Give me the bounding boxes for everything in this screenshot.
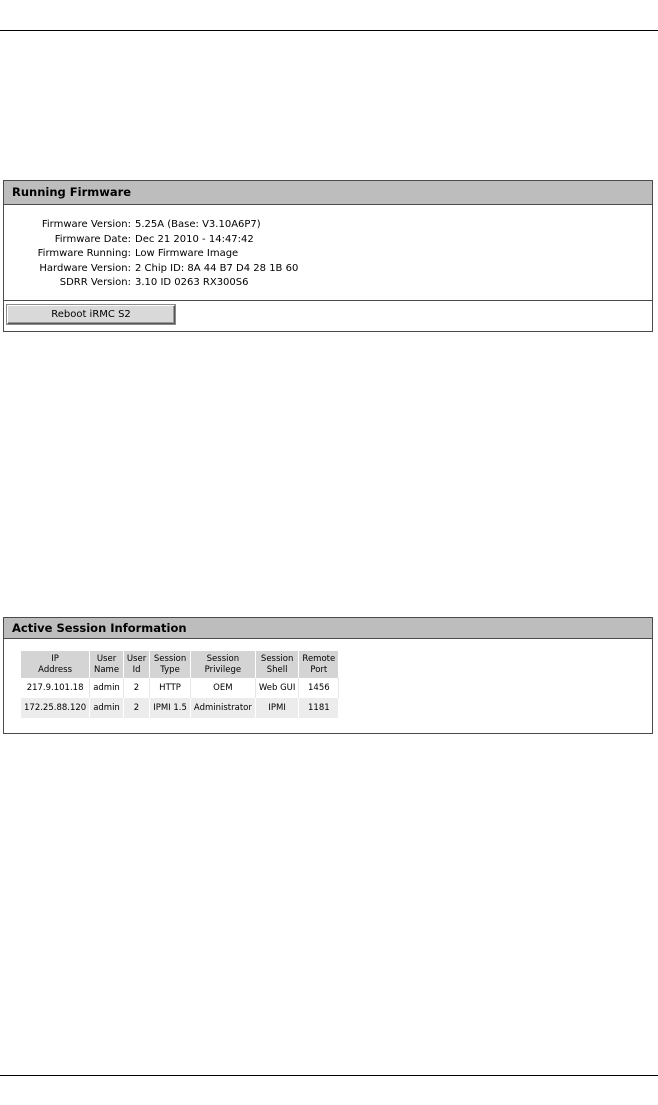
column-remote-port xyxy=(299,651,339,678)
table-row xyxy=(21,678,339,698)
sessions-table xyxy=(21,651,339,718)
cell-session-privilege: OEM xyxy=(190,678,255,698)
firmware-date-row xyxy=(4,233,652,248)
column-header-line: Shell xyxy=(266,664,288,675)
firmware-info xyxy=(4,205,652,301)
column-user-id xyxy=(123,651,149,678)
firmware-date-label: Firmware Date: xyxy=(54,233,131,245)
cell-session-type: IPMI 1.5 xyxy=(150,698,191,718)
cell-session-type: HTTP xyxy=(150,678,191,698)
hardware-version-label: Hardware Version: xyxy=(39,262,131,274)
reboot-irmc-button[interactable]: Reboot iRMC S2 xyxy=(7,305,175,324)
cell-session-shell: Web GUI xyxy=(255,678,299,698)
column-user-name xyxy=(90,651,124,678)
hardware-version-value: 2 Chip ID: 8A 44 B7 D4 28 1B 60 xyxy=(135,262,299,274)
cell-session-privilege: Administrator xyxy=(190,698,255,718)
column-header-line: Session xyxy=(153,653,187,664)
column-header-line: Session xyxy=(260,653,294,664)
column-header-line: Port xyxy=(310,664,328,675)
column-ip-address xyxy=(21,651,90,678)
firmware-actions xyxy=(4,301,652,331)
cell-session-shell: IPMI xyxy=(255,698,299,718)
firmware-running-row xyxy=(4,247,652,262)
hardware-version-row xyxy=(4,262,652,277)
sessions-header-row xyxy=(21,651,339,678)
column-session-privilege xyxy=(190,651,255,678)
firmware-running-value: Low Firmware Image xyxy=(135,248,239,259)
sdrr-version-label: SDRR Version: xyxy=(59,277,131,288)
column-header-line: Privilege xyxy=(204,664,242,675)
column-header-line: User xyxy=(96,653,117,664)
firmware-running-label: Firmware Running: xyxy=(37,248,131,259)
cell-user-name: admin xyxy=(90,698,124,718)
top-rule xyxy=(0,30,658,31)
column-session-type xyxy=(150,651,191,678)
bottom-rule xyxy=(0,1075,658,1076)
column-header-line: Address xyxy=(38,664,73,675)
firmware-version-value: 5.25A (Base: V3.10A6P7) xyxy=(135,219,261,230)
cell-ip-address: 172.25.88.120 xyxy=(21,698,90,718)
firmware-date-value: Dec 21 2010 - 14:47:42 xyxy=(135,233,254,245)
active-session-panel xyxy=(3,617,653,734)
column-header-line: IP xyxy=(51,653,59,664)
active-session-body xyxy=(4,639,652,733)
column-session-shell xyxy=(255,651,299,678)
cell-user-name: admin xyxy=(90,678,124,698)
firmware-version-label: Firmware Version: xyxy=(41,219,131,230)
cell-ip-address: 217.9.101.18 xyxy=(21,678,90,698)
running-firmware-panel xyxy=(3,180,653,332)
column-header-line: Id xyxy=(132,664,141,675)
cell-user-id: 2 xyxy=(123,678,149,698)
sdrr-version-value: 3.10 ID 0263 RX300S6 xyxy=(135,277,249,288)
column-header-line: Remote xyxy=(302,653,336,664)
column-header-line: Session xyxy=(206,653,240,664)
column-header-line: User xyxy=(126,653,147,664)
running-firmware-title: Running Firmware xyxy=(4,181,652,205)
firmware-version-row xyxy=(4,218,652,233)
column-header-line: Type xyxy=(160,664,180,675)
table-row xyxy=(21,698,339,718)
cell-remote-port: 1456 xyxy=(299,678,339,698)
cell-user-id: 2 xyxy=(123,698,149,718)
column-header-line: Name xyxy=(93,664,120,675)
active-session-title: Active Session Information xyxy=(4,618,652,639)
sdrr-version-row xyxy=(4,276,652,291)
cell-remote-port: 1181 xyxy=(299,698,339,718)
